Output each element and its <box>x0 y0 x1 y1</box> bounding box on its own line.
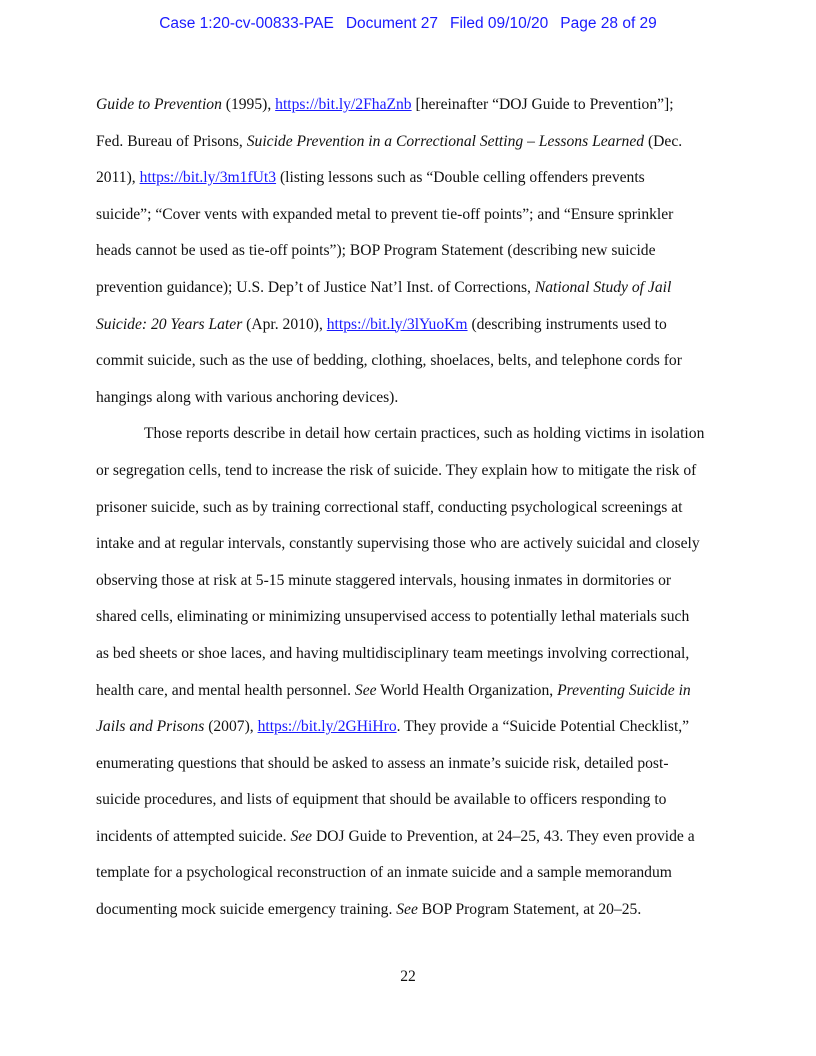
text-span: 2011), <box>96 169 140 187</box>
text-span: (describing instruments used to <box>467 315 667 333</box>
text-line: heads cannot be used as tie-off points”); BOP Program Statement (describing new suicide <box>96 242 656 260</box>
text-line: suicide”; “Cover vents with expanded metal to prevent tie-off points”; and “Ensure sprinkler <box>96 205 674 223</box>
text-line: intake and at regular intervals, constantly supervising those who are actively suicidal and closely <box>96 535 700 553</box>
document-body <box>96 87 724 929</box>
text-line: prisoner suicide, such as by training correctional staff, conducting psychological screenings at <box>96 498 683 516</box>
citation-title: Preventing Suicide in <box>557 681 691 699</box>
text-line <box>96 270 724 307</box>
text-line <box>96 87 724 124</box>
signal-see: See <box>396 901 418 919</box>
text-span: World Health Organization, <box>376 681 558 699</box>
text-line: suicide procedures, and lists of equipment that should be available to officers responding to <box>96 791 667 809</box>
text-span: (Dec. <box>644 132 683 150</box>
text-line <box>96 892 724 929</box>
text-line <box>96 307 724 344</box>
text-line: hangings along with various anchoring devices). <box>96 388 399 406</box>
document-number: Document 27 <box>345 15 439 32</box>
text-line <box>96 124 724 161</box>
text-span: [hereinafter “DOJ Guide to Prevention”]; <box>411 96 674 113</box>
link-jail-study[interactable]: https://bit.ly/3lYuoKm <box>326 315 468 333</box>
signal-see: See <box>354 681 377 699</box>
text-line: Those reports describe in detail how certain practices, such as holding victims in isolation <box>144 425 705 443</box>
signal-see: See <box>290 827 313 845</box>
text-line <box>96 673 724 710</box>
text-line: observing those at risk at 5-15 minute staggered intervals, housing inmates in dormitories or <box>96 571 672 589</box>
citation-title: Jails and Prisons <box>96 718 205 736</box>
text-line: shared cells, eliminating or minimizing unsupervised access to potentially lethal materials such <box>96 608 690 626</box>
text-span: DOJ Guide to Prevention, at 24–25, 43. They even provide a <box>312 827 695 845</box>
text-line: enumerating questions that should be asked to assess an inmate’s suicide risk, detailed post- <box>96 754 669 772</box>
page-indicator: Page 28 of 29 <box>560 15 657 32</box>
citation-title: Guide to Prevention <box>96 96 222 113</box>
citation-title: Suicide: 20 Years Later <box>96 315 243 333</box>
text-span: BOP Program Statement, at 20–25. <box>417 901 642 919</box>
text-line: as bed sheets or shoe laces, and having multidisciplinary team meetings involving correctional, <box>96 644 690 662</box>
citation-title: Suicide Prevention in a Correctional Setting – Lessons Learned <box>246 132 645 150</box>
text-span: health care, and mental health personnel. <box>96 681 355 699</box>
text-span: prevention guidance); U.S. Dep’t of Justice Nat’l Inst. of Corrections, <box>96 278 535 296</box>
text-line <box>96 160 724 197</box>
text-span: (1995), <box>221 96 276 113</box>
text-span: (2007), <box>204 718 258 736</box>
link-bop-lessons[interactable]: https://bit.ly/3m1fUt3 <box>139 169 277 187</box>
filing-header <box>0 15 816 33</box>
text-line <box>96 709 724 746</box>
text-span: (Apr. 2010), <box>242 315 327 333</box>
text-line: template for a psychological reconstruction of an inmate suicide and a sample memorandum <box>96 864 672 882</box>
citation-title: National Study of Jail <box>534 278 672 296</box>
case-number: Case 1:20-cv-00833-PAE <box>159 15 334 32</box>
text-line <box>96 819 724 856</box>
text-span: Fed. Bureau of Prisons, <box>96 132 247 150</box>
page-number: 22 <box>400 968 416 985</box>
text-span: incidents of attempted suicide. <box>96 827 291 845</box>
filed-date: Filed 09/10/20 <box>450 15 549 32</box>
text-span: . They provide a “Suicide Potential Checklist,” <box>396 718 690 736</box>
text-span: (listing lessons such as “Double celling offenders prevents <box>276 169 645 187</box>
link-doj-guide[interactable]: https://bit.ly/2FhaZnb <box>275 96 412 113</box>
text-line: or segregation cells, tend to increase the risk of suicide. They explain how to mitigate the risk of <box>96 461 697 479</box>
text-span: documenting mock suicide emergency training. <box>96 901 397 919</box>
text-line: commit suicide, such as the use of bedding, clothing, shoelaces, belts, and telephone cords for <box>96 352 682 370</box>
link-who-report[interactable]: https://bit.ly/2GHiHro <box>257 718 397 736</box>
